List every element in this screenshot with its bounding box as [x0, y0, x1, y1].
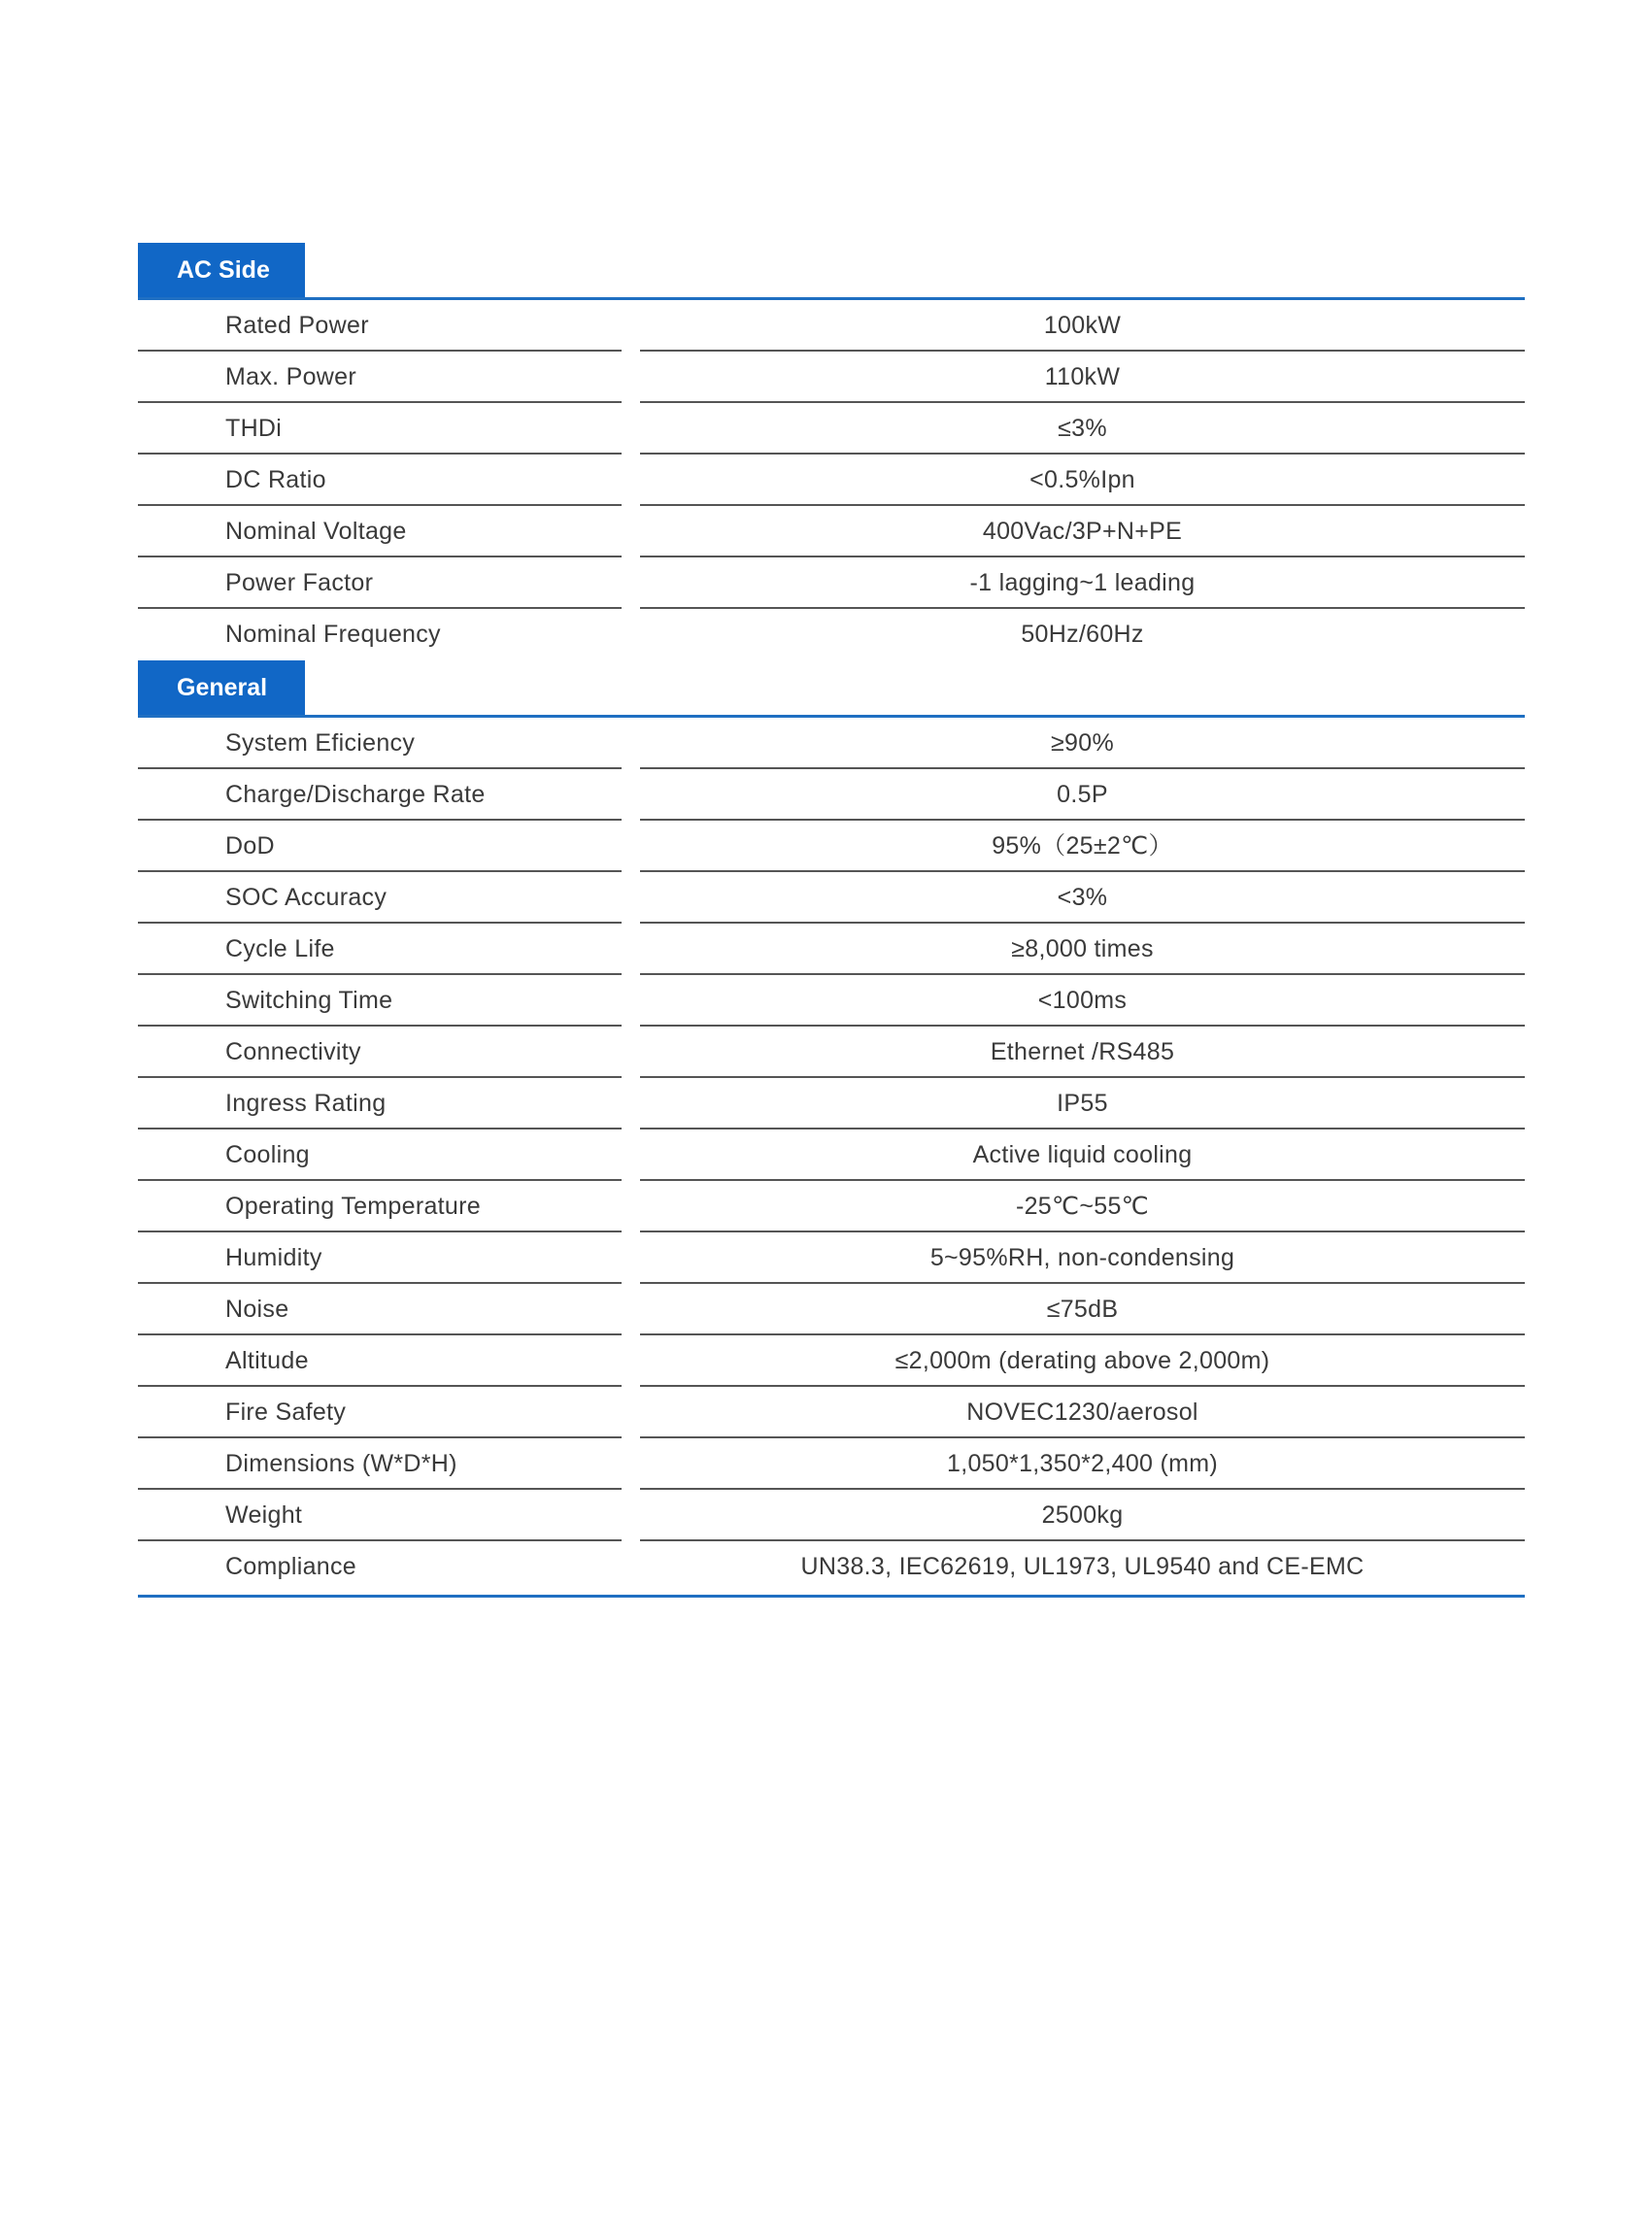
spec-value: -1 lagging~1 leading: [640, 557, 1525, 609]
spec-row: [138, 1490, 1525, 1541]
spec-label: Dimensions (W*D*H): [138, 1438, 622, 1490]
spec-row: [138, 1027, 1525, 1078]
spec-label: Noise: [138, 1284, 622, 1335]
spec-value: 400Vac/3P+N+PE: [640, 506, 1525, 557]
spec-row: [138, 718, 1525, 769]
spec-row: [138, 975, 1525, 1027]
spec-row: [138, 352, 1525, 403]
spec-label: Nominal Voltage: [138, 506, 622, 557]
spec-row: [138, 1387, 1525, 1438]
spec-row: [138, 455, 1525, 506]
spec-row: [138, 1438, 1525, 1490]
spec-value: 0.5P: [640, 769, 1525, 821]
spec-label: Connectivity: [138, 1027, 622, 1078]
spec-row: [138, 403, 1525, 455]
spec-label: DoD: [138, 821, 622, 872]
section-tab-ac-side: AC Side: [138, 243, 305, 297]
spec-row: [138, 924, 1525, 975]
spec-value: ≤3%: [640, 403, 1525, 455]
spec-row: [138, 506, 1525, 557]
spec-row: [138, 1284, 1525, 1335]
section-header-general: [138, 660, 1525, 718]
spec-row: [138, 1541, 1525, 1593]
spec-label: System Eficiency: [138, 718, 622, 769]
spec-value: 95%（25±2℃）: [640, 821, 1525, 872]
spec-label: Nominal Frequency: [225, 621, 441, 648]
spec-row: [138, 872, 1525, 924]
spec-value: ≤75dB: [640, 1284, 1525, 1335]
spec-label: Humidity: [138, 1232, 622, 1284]
spec-label: Ingress Rating: [138, 1078, 622, 1129]
spec-row: [138, 1078, 1525, 1129]
spec-value: 110kW: [640, 352, 1525, 403]
spec-value: ≤2,000m (derating above 2,000m): [640, 1335, 1525, 1387]
spec-label: Cooling: [138, 1129, 622, 1181]
spec-label: Fire Safety: [138, 1387, 622, 1438]
spec-value: ≥8,000 times: [640, 924, 1525, 975]
spec-label: THDi: [138, 403, 622, 455]
spec-label: Compliance: [225, 1553, 357, 1580]
spec-row: [138, 300, 1525, 352]
spec-label: DC Ratio: [138, 455, 622, 506]
spec-label: Charge/Discharge Rate: [138, 769, 622, 821]
spec-label: SOC Accuracy: [138, 872, 622, 924]
spec-row: [138, 1232, 1525, 1284]
spec-row: [138, 1181, 1525, 1232]
spec-row: [138, 769, 1525, 821]
spec-row: [138, 821, 1525, 872]
spec-value: IP55: [640, 1078, 1525, 1129]
spec-value: <0.5%Ipn: [640, 455, 1525, 506]
spec-value: 1,050*1,350*2,400 (mm): [640, 1438, 1525, 1490]
spec-value: 5~95%RH, non-condensing: [640, 1232, 1525, 1284]
section-tab-general: General: [138, 660, 305, 715]
spec-sheet: [138, 243, 1525, 1598]
spec-row: [138, 609, 1525, 660]
spec-value: UN38.3, IEC62619, UL1973, UL9540 and CE-EMC: [800, 1553, 1365, 1580]
spec-value: -25℃~55℃: [640, 1181, 1525, 1232]
spec-value: ≥90%: [640, 718, 1525, 769]
spec-value: 50Hz/60Hz: [1021, 621, 1144, 648]
bottom-rule: [138, 1595, 1525, 1598]
spec-row: [138, 1129, 1525, 1181]
general-table: [138, 718, 1525, 1593]
spec-label: Cycle Life: [138, 924, 622, 975]
spec-row: [138, 557, 1525, 609]
spec-label: Power Factor: [138, 557, 622, 609]
spec-value: Ethernet /RS485: [640, 1027, 1525, 1078]
spec-label: Weight: [138, 1490, 622, 1541]
spec-label: Operating Temperature: [138, 1181, 622, 1232]
spec-value: <100ms: [640, 975, 1525, 1027]
spec-value: NOVEC1230/aerosol: [640, 1387, 1525, 1438]
spec-row: [138, 1335, 1525, 1387]
spec-label: Rated Power: [138, 300, 622, 352]
spec-value: <3%: [640, 872, 1525, 924]
spec-value: Active liquid cooling: [640, 1129, 1525, 1181]
spec-label: Altitude: [138, 1335, 622, 1387]
spec-value: 2500kg: [640, 1490, 1525, 1541]
spec-value: 100kW: [640, 300, 1525, 352]
section-header-ac-side: [138, 243, 1525, 300]
spec-label: Switching Time: [138, 975, 622, 1027]
spec-label: Max. Power: [138, 352, 622, 403]
ac-side-table: [138, 300, 1525, 660]
